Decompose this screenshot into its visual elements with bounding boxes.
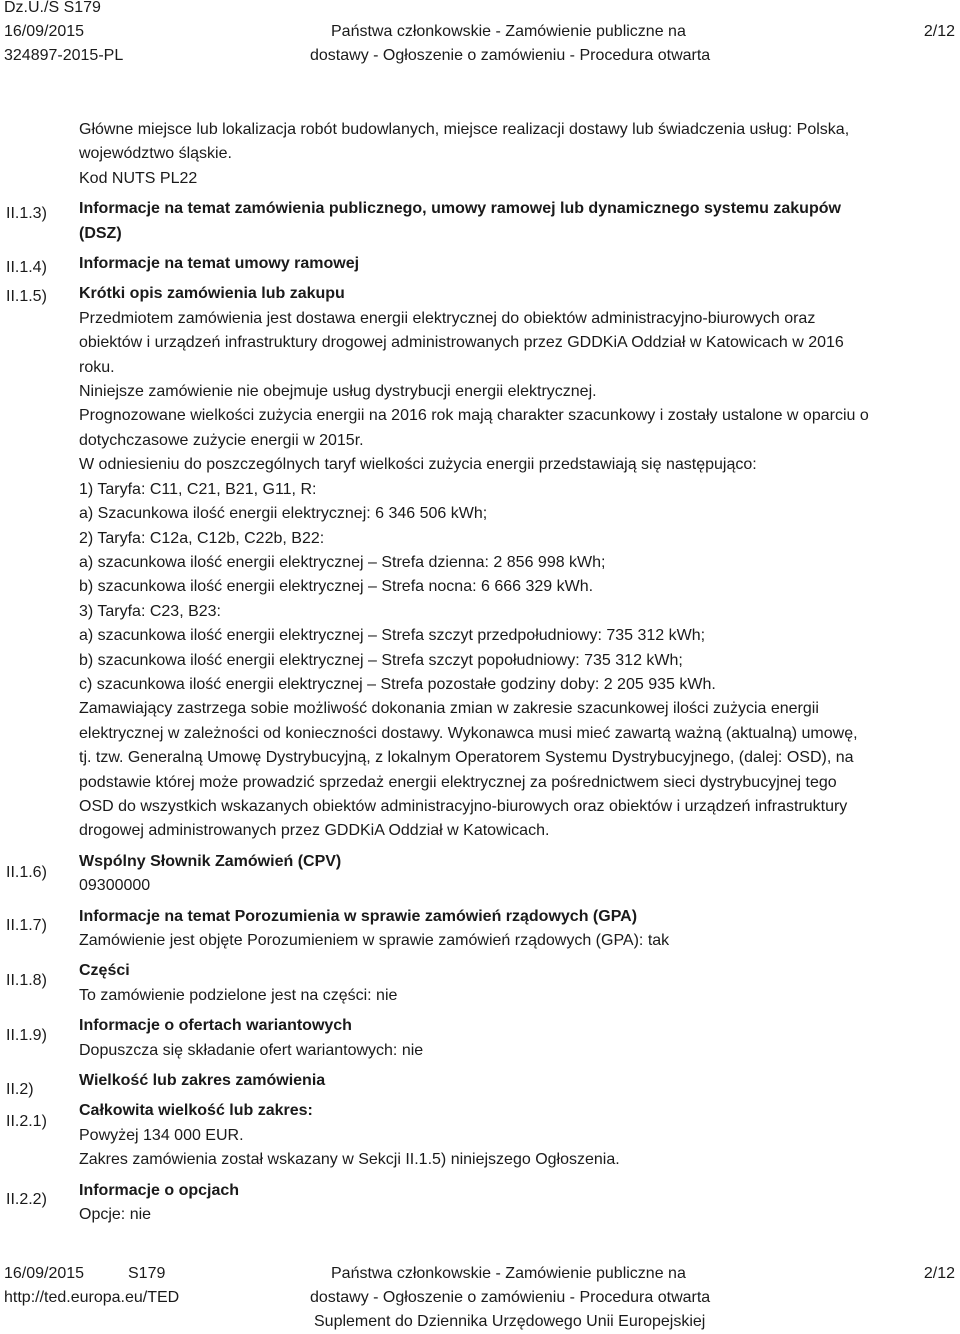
section-heading: Części: [79, 962, 130, 980]
section-heading: Wielkość lub zakres zamówienia: [79, 1072, 326, 1090]
header-date: 16/09/2015: [4, 23, 85, 40]
text-line: a) Szacunkowa ilość energii elektrycznej: 6 346 506 kWh;: [79, 505, 488, 523]
text-line: podstawie której może prowadzić sprzedaż energii elektrycznej za pośrednictwem sieci dystrybucyjnej tego: [79, 773, 837, 791]
section-heading: Informacje na temat zamówienia publicznego, umowy ramowej lub dynamicznego systemu zakupów: [79, 200, 841, 218]
text-line: obiektów i urządzeń infrastruktury drogowej administrowanych przez GDDKiA Oddział w Katowicach w 2016: [79, 334, 844, 352]
text-line: roku.: [79, 358, 115, 376]
footer-title-line-2: dostawy - Ogłoszenie o zamówieniu - Procedura otwarta: [310, 1289, 711, 1306]
section-heading: Informacje na temat umowy ramowej: [79, 255, 360, 273]
text-line: Zakres zamówienia został wskazany w Sekcji II.1.5) niniejszego Ogłoszenia.: [79, 1151, 620, 1169]
section-heading: Informacje o opcjach: [79, 1181, 240, 1199]
text-line: Dopuszcza się składanie ofert wariantowych: nie: [79, 1041, 424, 1059]
section-number: II.1.3): [6, 205, 47, 222]
header-title-line-2: dostawy - Ogłoszenie o zamówieniu - Procedura otwarta: [310, 47, 711, 64]
text-line: 3) Taryfa: C23, B23:: [79, 602, 221, 620]
section-number: II.2.1): [6, 1113, 47, 1130]
header-title-line-1: Państwa członkowskie - Zamówienie publiczne na: [331, 23, 686, 40]
text-line: 2) Taryfa: C12a, C12b, C22b, B22:: [79, 529, 325, 547]
footer-supplement: Suplement do Dziennika Urzędowego Unii Europejskiej: [314, 1313, 706, 1330]
text-line: a) szacunkowa ilość energii elektrycznej – Strefa dzienna: 2 856 998 kWh;: [79, 553, 606, 571]
footer-date: 16/09/2015: [4, 1265, 85, 1282]
document-body: [79, 118, 954, 1227]
text-line: To zamówienie podzielone jest na części: nie: [79, 986, 398, 1004]
section-heading: Wspólny Słownik Zamówień (CPV): [79, 852, 342, 870]
text-line: tj. tzw. Generalną Umowę Dystrybucyjną, z lokalnym Operatorem Systemu Dystrybucyjnego, (dalej: OSD), na: [79, 749, 854, 767]
page-header: [0, 0, 960, 72]
section-number: II.1.6): [6, 864, 47, 881]
section-number: II.1.4): [6, 259, 47, 276]
section-number: II.1.8): [6, 972, 47, 989]
text-line: elektrycznej w zależności od konieczności dostawy. Wykonawca musi mieć zawartą ważną (aktualną) umowę,: [79, 724, 858, 742]
footer-page-number: 2/12: [923, 1265, 955, 1282]
section-heading: Całkowita wielkość lub zakres:: [79, 1102, 313, 1120]
text-line: Zamawiający zastrzega sobie możliwość dokonania zmian w zakresie szacunkowej ilości zużycia energii: [79, 700, 819, 718]
text-line: b) szacunkowa ilość energii elektrycznej – Strefa nocna: 6 666 329 kWh.: [79, 578, 594, 596]
section-heading: Informacje o ofertach wariantowych: [79, 1017, 352, 1035]
text-line: Powyżej 134 000 EUR.: [79, 1126, 244, 1144]
text-line: W odniesieniu do poszczególnych taryf wielkości zużycia energii przedstawiają się następująco:: [79, 456, 757, 474]
text-line: dotychczasowe zużycie energii w 2015r.: [79, 431, 364, 449]
text-line: Przedmiotem zamówienia jest dostawa energii elektrycznej do obiektów administracyjno-biurowych oraz: [79, 309, 816, 327]
text-line: Prognozowane wielkości zużycia energii na 2016 rok mają charakter szacunkowy i zostały ustalone w oparciu o: [79, 407, 869, 425]
section-number: II.2): [6, 1081, 34, 1098]
text-line: b) szacunkowa ilość energii elektrycznej – Strefa szczyt popołudniowy: 735 312 kWh;: [79, 651, 683, 669]
text-line: Kod NUTS PL22: [79, 169, 198, 187]
footer-url[interactable]: http://ted.europa.eu/TED: [4, 1289, 180, 1306]
footer-title-line-1: Państwa członkowskie - Zamówienie publiczne na: [331, 1265, 686, 1282]
text-line: Niniejsze zamówienie nie obejmuje usług dystrybucji energii elektrycznej.: [79, 383, 597, 401]
text-line: Główne miejsce lub lokalizacja robót budowlanych, miejsce realizacji dostawy lub świadczenia usług: Polska,: [79, 121, 850, 138]
section-heading: Informacje na temat Porozumienia w sprawie zamówień rządowych (GPA): [79, 907, 638, 925]
text-line: a) szacunkowa ilość energii elektrycznej – Strefa szczyt przedpołudniowy: 735 312 kWh;: [79, 627, 706, 645]
section-number: II.1.5): [6, 288, 47, 305]
text-line: c) szacunkowa ilość energii elektrycznej – Strefa pozostałe godziny doby: 2 205 935 kWh.: [79, 675, 716, 693]
section-heading: Krótki opis zamówienia lub zakupu: [79, 285, 345, 303]
footer-issue: S179: [128, 1265, 166, 1282]
text-line: województwo śląskie.: [79, 145, 232, 163]
page-footer: [0, 1262, 960, 1334]
text-line: 1) Taryfa: C11, C21, B21, G11, R:: [79, 480, 317, 498]
section-number: II.1.7): [6, 917, 47, 934]
journal-ref: Dz.U./S S179: [4, 0, 101, 16]
section-number: II.2.2): [6, 1191, 47, 1208]
section-heading: (DSZ): [79, 224, 122, 242]
text-line: Opcje: nie: [79, 1206, 152, 1224]
text-line: 09300000: [79, 877, 151, 895]
document-id: 324897-2015-PL: [4, 47, 124, 64]
text-line: drogowej administrowanych przez GDDKiA Oddział w Katowicach.: [79, 822, 550, 840]
text-line: OSD do wszystkich wskazanych obiektów administracyjno-biurowych oraz obiektów i urządzeń infrastruktury: [79, 797, 848, 815]
header-page-number: 2/12: [923, 23, 955, 40]
text-line: Zamówienie jest objęte Porozumieniem w sprawie zamówień rządowych (GPA): tak: [79, 932, 670, 949]
section-number: II.1.9): [6, 1027, 47, 1044]
